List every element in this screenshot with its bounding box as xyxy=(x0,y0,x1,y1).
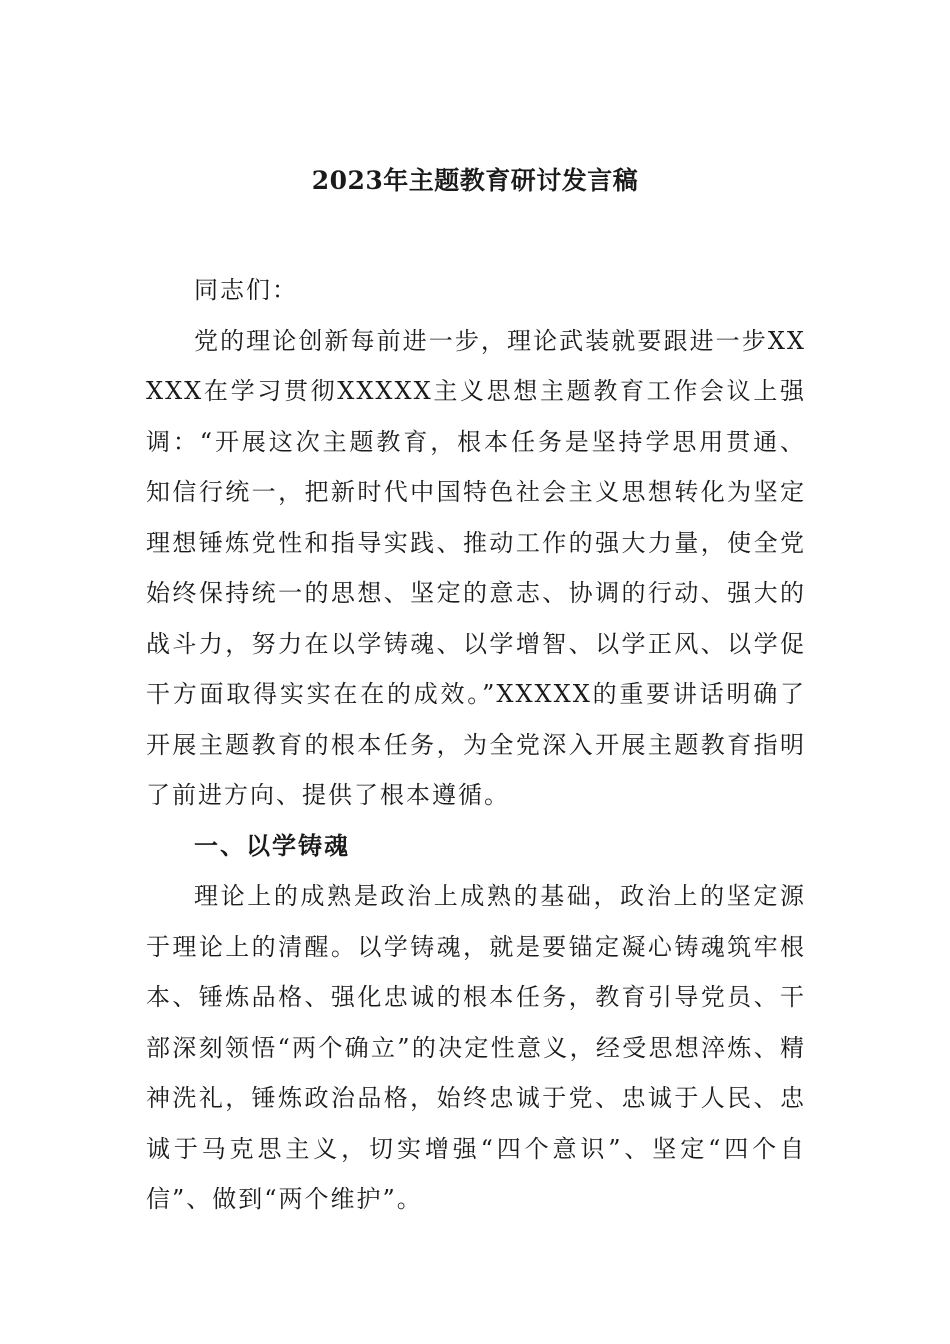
document-body xyxy=(146,265,806,1225)
salutation: 同志们： xyxy=(194,276,298,304)
document-title: 2023年主题教育研讨发言稿 xyxy=(311,166,639,195)
paragraph-intro: 党的理论创新每前进一步，理论武装就要跟进一步XXXXX在学习贯彻XXXXX主义思想主题教育工作会议上强调：“开展这次主题教育，根本任务是坚持学思用贯通、知信行统一，把新时代中国特色社会主义思想转化为坚定理想锤炼党性和指导实践、推动工作的强大力量，使全党始终保持统一的思想、坚定的意志、协调的行动、强大的战斗力，努力在以学铸魂、以学增智、以学正风、以学促干方面取得实实在在的成效。”XXXXX的重要讲话明确了开展主题教育的根本任务，为全党深入开展主题教育指明了前进方向、提供了根本遵循。 xyxy=(146,326,806,809)
paragraph-section-1: 理论上的成熟是政治上成熟的基础，政治上的坚定源于理论上的清醒。以学铸魂，就是要锚定凝心铸魂筑牢根本、锤炼品格、强化忠诚的根本任务，教育引导党员、干部深刻领悟“两个确立”的决定性意义，经受思想淬炼、精神洗礼，锤炼政治品格，始终忠诚于党、忠诚于人民、忠诚于马克思主义，切实增强“四个意识”、坚定“四个自信”、做到“两个维护”。 xyxy=(146,882,806,1213)
section-heading-1: 一、以学铸魂 xyxy=(194,830,350,860)
